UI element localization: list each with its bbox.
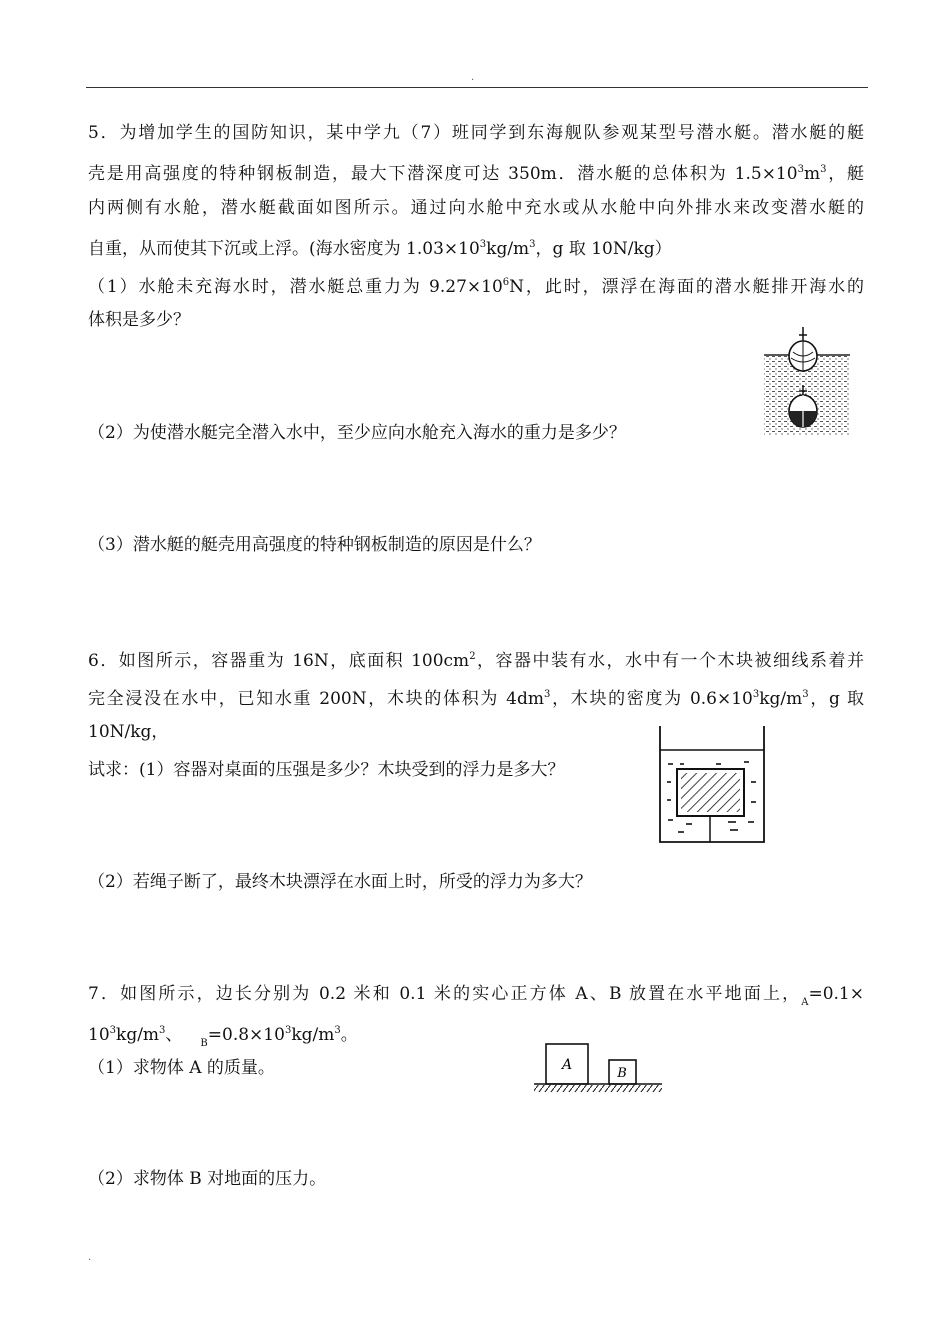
wood-block-hatch (681, 773, 740, 812)
header-dot: . (471, 72, 475, 83)
footer-dot: . (88, 1252, 92, 1263)
q5-sub3: （3）潜水艇的艇壳用高强度的特种钢板制造的原因是什么？ (88, 535, 541, 555)
q6-line-2: 完全浸没在水中，已知水重 200N，木块的体积为 $4dm^3$，木块的密度为 $0.6\times 10^3kg/m^3$，g 取 (88, 689, 864, 709)
q5-line-4: 自重，从而使其下沉或上浮。(海水密度为 $1.03\times 10^3kg/m^3$，g 取 10N/kg） (88, 239, 672, 259)
q6-sub1: 试求：(1）容器对桌面的压强是多少？木块受到的浮力是多大？ (88, 760, 565, 780)
q6-line-3: 10N/kg， (88, 722, 169, 742)
q7-line-1: 7．如图所示，边长分别为 0.2 米和 0.1 米的实心正方体 A、B 放置在水平地面上，$_A$=0.1× (88, 984, 864, 1008)
q5-sub2: （2）为使潜水艇完全潜入水中，至少应向水舱充入海水的重力是多少？ (88, 423, 626, 443)
cubes-figure (530, 1040, 670, 1096)
submarine-figure (760, 325, 854, 437)
floating-submarine (789, 327, 817, 371)
cube-b-label: B (617, 1066, 627, 1081)
q5-sub1-line-1: （1）水舱未充海水时，潜水艇总重力为 $9.27\times 10^6N$，此时，漂浮在海面的潜水艇排开海水的 (88, 277, 865, 297)
q6-sub2: （2）若绳子断了，最终木块漂浮在水面上时，所受的浮力为多大？ (88, 872, 592, 892)
q5-line-1: 5．为增加学生的国防知识，某中学九（7）班同学到东海舰队参观某型号潜水艇。潜水艇的艇 (88, 123, 864, 143)
cube-a-label: A (561, 1057, 573, 1073)
container-figure (656, 724, 768, 846)
q5-sub1-line-2: 体积是多少？ (88, 310, 190, 330)
q5-line-3: 内两侧有水舱，潜水艇截面如图所示。通过向水舱中充水或从水舱中向外排水来改变潜水艇的 (88, 198, 864, 218)
q7-line-2: $10^3kg/m^3$、 $_B=0.8\times 10^3kg/m^3$。 (88, 1025, 358, 1049)
q5-line-2: 壳是用高强度的特种钢板制造，最大下潜深度可达 350m．潜水艇的总体积为 $1.5\times 10^3m^3$，艇 (88, 164, 864, 184)
ground-hatch (534, 1085, 662, 1092)
header-rule (86, 87, 868, 88)
q7-sub2: （2）求物体 B 对地面的压力。 (88, 1169, 327, 1189)
q7-sub1: （1）求物体 A 的质量。 (88, 1058, 275, 1078)
q6-line-1: 6．如图所示，容器重为 16N，底面积 $100cm^2$，容器中装有水，水中有一个木块被细线系着并 (88, 651, 865, 671)
